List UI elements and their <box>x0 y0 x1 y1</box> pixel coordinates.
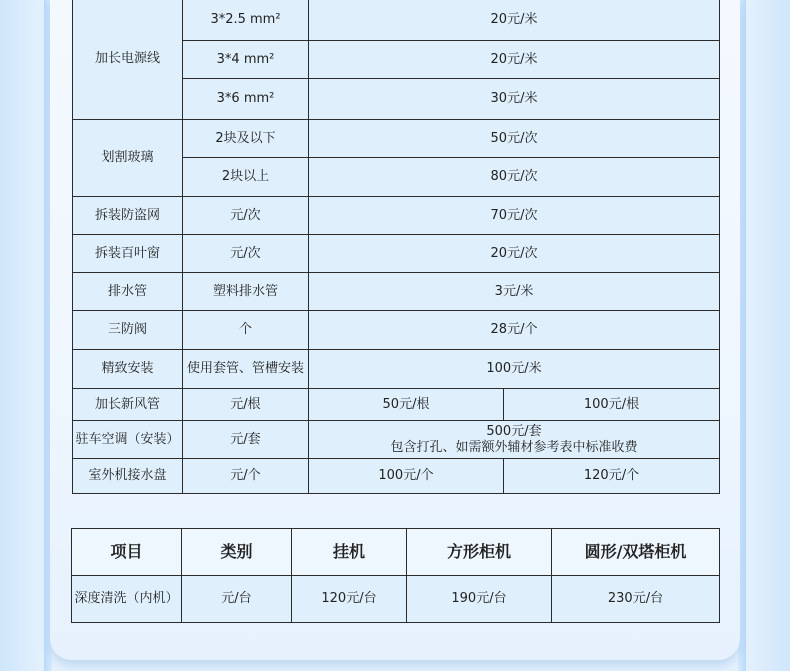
price-square-cabinet: 190元/台 <box>407 576 552 623</box>
extra-fee-table <box>72 0 720 494</box>
spec-cell: 元/次 <box>183 235 309 273</box>
header-wall-unit: 挂机 <box>292 529 407 576</box>
header-category: 类别 <box>182 529 292 576</box>
spec-cell: 元/个 <box>183 459 309 494</box>
item-three-proof-valve: 三防阀 <box>73 311 183 350</box>
table-row <box>73 389 720 421</box>
item-glass-cutting: 划割玻璃 <box>73 120 183 197</box>
table-row <box>73 350 720 389</box>
table-row <box>73 459 720 494</box>
item-power-cord: 加长电源线 <box>73 0 183 120</box>
price-cell: 20元/次 <box>309 235 720 273</box>
price-cell-b: 100元/根 <box>504 389 720 421</box>
price-cell: 3元/米 <box>309 273 720 311</box>
spec-cell: 2块以上 <box>183 158 309 197</box>
price-cell <box>309 421 720 459</box>
price-cell: 100元/米 <box>309 350 720 389</box>
price-cell-a: 50元/根 <box>309 389 504 421</box>
table-row <box>73 0 720 41</box>
spec-cell: 塑料排水管 <box>183 273 309 311</box>
table-row <box>73 120 720 158</box>
item-parking-ac: 驻车空调（安装） <box>73 421 183 459</box>
spec-cell: 元/根 <box>183 389 309 421</box>
item-premium-install: 精致安装 <box>73 350 183 389</box>
price-round-cabinet: 230元/台 <box>552 576 720 623</box>
price-cell: 20元/米 <box>309 41 720 79</box>
price-cell: 20元/米 <box>309 0 720 41</box>
item-drain-pipe: 排水管 <box>73 273 183 311</box>
header-item: 项目 <box>72 529 182 576</box>
spec-cell: 元/套 <box>183 421 309 459</box>
spec-cell: 3*2.5 mm² <box>183 0 309 41</box>
spec-cell: 使用套管、管槽安装 <box>183 350 309 389</box>
unit-cell: 元/台 <box>182 576 292 623</box>
table-row <box>73 235 720 273</box>
spec-cell: 2块及以下 <box>183 120 309 158</box>
spec-cell: 3*4 mm² <box>183 41 309 79</box>
item-security-grille: 拆装防盗网 <box>73 197 183 235</box>
deep-clean-table <box>71 528 720 623</box>
price-note: 包含打孔、如需额外辅材参考表中标准收费 <box>390 439 638 455</box>
price-cell: 50元/次 <box>309 120 720 158</box>
price-cell: 70元/次 <box>309 197 720 235</box>
deep-clean-label: 深度清洗（内机） <box>72 576 182 623</box>
table-header-row <box>72 529 720 576</box>
price-wall-unit: 120元/台 <box>292 576 407 623</box>
price-cell: 28元/个 <box>309 311 720 350</box>
item-drip-tray: 室外机接水盘 <box>73 459 183 494</box>
price-cell-a: 100元/个 <box>309 459 504 494</box>
table-row <box>73 197 720 235</box>
item-fresh-air-pipe: 加长新风管 <box>73 389 183 421</box>
spec-cell: 个 <box>183 311 309 350</box>
header-square-cabinet: 方形柜机 <box>407 529 552 576</box>
price-cell: 30元/米 <box>309 79 720 120</box>
price-value: 500元/套 <box>486 423 542 439</box>
table-row <box>72 576 720 623</box>
spec-cell: 元/次 <box>183 197 309 235</box>
spec-cell: 3*6 mm² <box>183 79 309 120</box>
header-round-cabinet: 圆形/双塔柜机 <box>552 529 720 576</box>
item-shutters: 拆装百叶窗 <box>73 235 183 273</box>
table-row <box>73 421 720 459</box>
table-row <box>73 311 720 350</box>
table-row <box>73 273 720 311</box>
price-cell: 80元/次 <box>309 158 720 197</box>
price-cell-b: 120元/个 <box>504 459 720 494</box>
